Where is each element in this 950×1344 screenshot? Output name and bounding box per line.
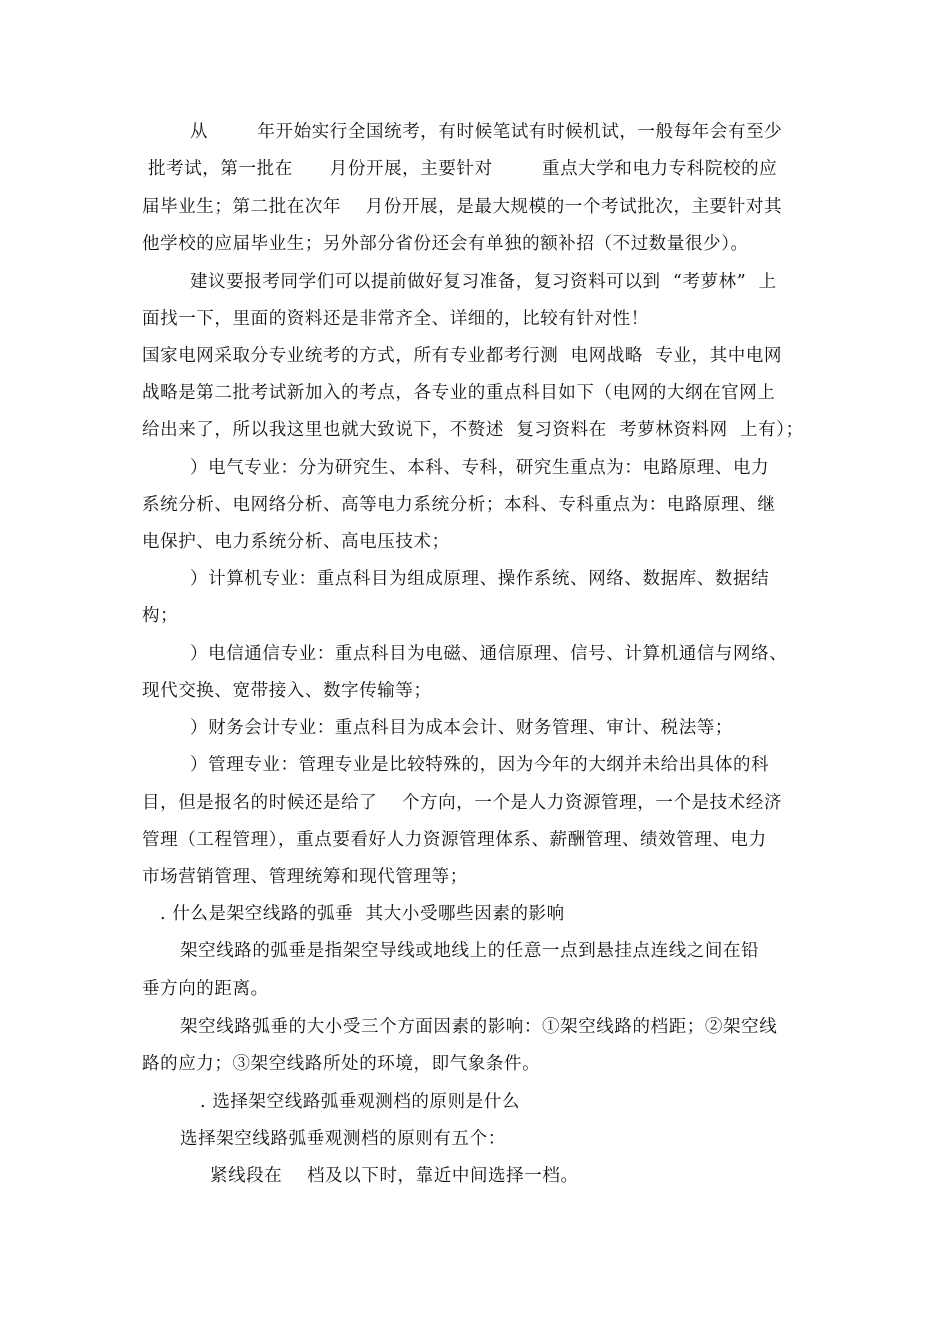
management-line-3: 管理（工程管理），重点要看好人力资源管理体系、薪酬管理、绩效管理、电力: [142, 830, 767, 850]
finance-line-1: ）财务会计专业：重点科目为成本会计、财务管理、审计、税法等；: [190, 718, 733, 738]
q1-answer-1-line-2: 垂方向的距离。: [142, 979, 269, 999]
intro-line-2: 批考试，第一批在 月份开展，主要针对 重点大学和电力专科院校的应: [148, 159, 778, 179]
management-line-2: 目，但是报名的时候还是给了 个方向，一个是人力资源管理，一个是技术经济: [142, 793, 783, 813]
computer-line-2: 构；: [142, 606, 179, 626]
intro-line-3: 届毕业生；第二批在次年 月份开展，是最大规模的一个考试批次，主要针对其: [142, 197, 783, 217]
management-line-4: 市场营销管理、管理统筹和现代管理等；: [142, 867, 468, 887]
q1-answer-2-line-1: 架空线路弧垂的大小受三个方面因素的影响：①架空线路的档距；②架空线: [180, 1017, 778, 1037]
advice-line-1: 建议要报考同学们可以提前做好复习准备，复习资料可以到 “考萝林” 上: [190, 272, 777, 292]
electrical-line-2: 系统分析、电网络分析、高等电力系统分析；本科、专科重点为：电路原理、继: [142, 495, 776, 515]
electrical-line-1: ）电气专业：分为研究生、本科、专科，研究生重点为：电路原理、电力: [190, 458, 770, 478]
q1-heading: . 什么是架空线路的弧垂 其大小受哪些因素的影响: [160, 904, 565, 924]
q2-answer-intro: 选择架空线路弧垂观测档的原则有五个：: [180, 1129, 506, 1149]
q1-answer-2-line-2: 路的应力；③架空线路所处的环境，即气象条件。: [142, 1054, 541, 1074]
exam-method-line-2: 战略是第二批考试新加入的考点，各专业的重点科目如下（电网的大纲在官网上: [142, 383, 776, 403]
electrical-line-3: 电保护、电力系统分析、高电压技术；: [142, 532, 450, 552]
q2-heading: . 选择架空线路弧垂观测档的原则是什么: [200, 1092, 521, 1112]
q1-answer-1-line-1: 架空线路的弧垂是指架空导线或地线上的任意一点到悬挂点连线之间在铅: [180, 941, 760, 961]
management-line-1: ）管理专业：管理专业是比较特殊的，因为今年的大纲并未给出具体的科: [190, 755, 770, 775]
advice-line-2: 面找一下，里面的资料还是非常齐全、详细的，比较有针对性！: [142, 309, 649, 329]
q2-rule-1: 紧线段在 档及以下时，靠近中间选择一档。: [210, 1166, 579, 1186]
telecom-line-1: ）电信通信专业：重点科目为电磁、通信原理、信号、计算机通信与网络、: [190, 644, 788, 664]
computer-line-1: ）计算机专业：重点科目为组成原理、操作系统、网络、数据库、数据结: [190, 569, 770, 589]
exam-method-line-3: 给出来了，所以我这里也就大致说下，不赘述 复习资料在 考萝林资料网 上有）；: [142, 420, 804, 440]
intro-line-1: 从 年开始实行全国统考，有时候笔试有时候机试，一般每年会有至少: [190, 122, 783, 142]
exam-method-line-1: 国家电网采取分专业统考的方式，所有专业都考行测 电网战略 专业，其中电网: [142, 346, 783, 366]
intro-line-4: 他学校的应届毕业生；另外部分省份还会有单独的额补招（不过数量很少）。: [142, 234, 749, 254]
telecom-line-2: 现代交换、宽带接入、数字传输等；: [142, 681, 432, 701]
